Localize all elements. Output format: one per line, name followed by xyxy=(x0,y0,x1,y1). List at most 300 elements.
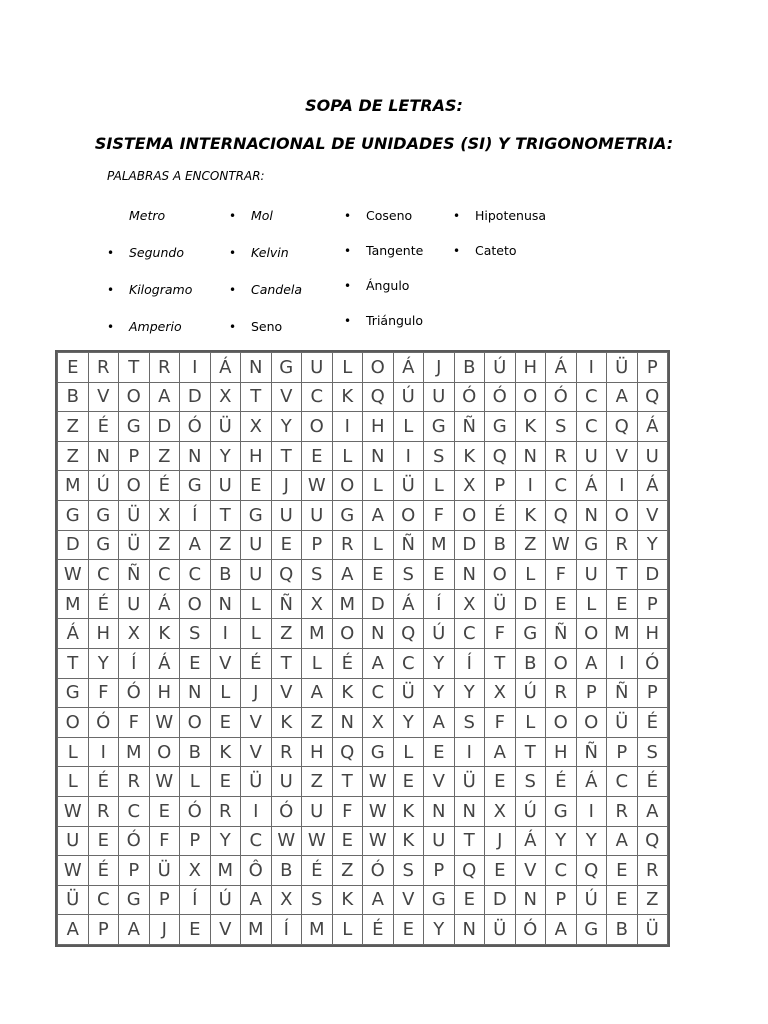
grid-cell[interactable]: Y xyxy=(210,826,241,856)
grid-cell[interactable]: D xyxy=(454,530,485,560)
grid-cell[interactable]: A xyxy=(302,678,333,708)
grid-cell[interactable]: U xyxy=(241,560,272,590)
grid-cell[interactable]: T xyxy=(271,648,302,678)
grid-cell[interactable]: Y xyxy=(271,412,302,442)
grid-cell[interactable]: J xyxy=(241,678,272,708)
grid-cell[interactable]: O xyxy=(576,708,607,738)
grid-cell[interactable]: Ó xyxy=(485,382,516,412)
grid-cell[interactable]: M xyxy=(332,589,363,619)
grid-cell[interactable]: Ü xyxy=(485,915,516,945)
grid-cell[interactable]: E xyxy=(546,589,577,619)
grid-cell[interactable]: P xyxy=(424,856,455,886)
grid-cell[interactable]: B xyxy=(210,560,241,590)
grid-cell[interactable]: Y xyxy=(210,441,241,471)
grid-cell[interactable]: G xyxy=(119,885,150,915)
grid-cell[interactable]: Q xyxy=(485,441,516,471)
grid-cell[interactable]: W xyxy=(149,767,180,797)
grid-cell[interactable]: X xyxy=(271,885,302,915)
grid-cell[interactable]: R xyxy=(332,530,363,560)
grid-cell[interactable]: B xyxy=(515,648,546,678)
grid-cell[interactable]: Ó xyxy=(637,648,668,678)
grid-cell[interactable]: O xyxy=(485,560,516,590)
grid-cell[interactable]: E xyxy=(454,885,485,915)
grid-cell[interactable]: P xyxy=(88,915,119,945)
grid-cell[interactable]: I xyxy=(241,796,272,826)
grid-cell[interactable]: Q xyxy=(607,412,638,442)
grid-cell[interactable]: Ñ xyxy=(576,737,607,767)
grid-cell[interactable]: G xyxy=(332,500,363,530)
grid-cell[interactable]: G xyxy=(576,530,607,560)
grid-cell[interactable]: V xyxy=(393,885,424,915)
grid-cell[interactable]: É xyxy=(88,412,119,442)
grid-cell[interactable]: Á xyxy=(515,826,546,856)
grid-cell[interactable]: N xyxy=(88,441,119,471)
grid-cell[interactable]: E xyxy=(180,915,211,945)
grid-cell[interactable]: O xyxy=(607,500,638,530)
grid-cell[interactable]: A xyxy=(576,648,607,678)
grid-cell[interactable]: R xyxy=(210,796,241,826)
grid-cell[interactable]: G xyxy=(424,885,455,915)
grid-cell[interactable]: R xyxy=(149,353,180,383)
grid-cell[interactable]: B xyxy=(485,530,516,560)
grid-cell[interactable]: E xyxy=(607,856,638,886)
grid-cell[interactable]: S xyxy=(454,708,485,738)
grid-cell[interactable]: P xyxy=(180,826,211,856)
grid-cell[interactable]: N xyxy=(424,796,455,826)
grid-cell[interactable]: K xyxy=(515,500,546,530)
grid-cell[interactable]: Á xyxy=(576,471,607,501)
grid-cell[interactable]: Q xyxy=(637,382,668,412)
grid-cell[interactable]: V xyxy=(241,708,272,738)
grid-cell[interactable]: Z xyxy=(302,767,333,797)
grid-cell[interactable]: O xyxy=(393,500,424,530)
grid-cell[interactable]: S xyxy=(424,441,455,471)
grid-cell[interactable]: I xyxy=(210,619,241,649)
grid-cell[interactable]: O xyxy=(119,382,150,412)
grid-cell[interactable]: Ú xyxy=(424,619,455,649)
grid-cell[interactable]: K xyxy=(210,737,241,767)
grid-cell[interactable]: Ú xyxy=(515,678,546,708)
grid-cell[interactable]: A xyxy=(363,648,394,678)
grid-cell[interactable]: O xyxy=(332,471,363,501)
grid-cell[interactable]: U xyxy=(210,471,241,501)
grid-cell[interactable]: G xyxy=(576,915,607,945)
grid-cell[interactable]: N xyxy=(576,500,607,530)
grid-cell[interactable]: Ü xyxy=(485,589,516,619)
grid-cell[interactable]: L xyxy=(180,767,211,797)
grid-cell[interactable]: H xyxy=(637,619,668,649)
grid-cell[interactable]: B xyxy=(271,856,302,886)
grid-cell[interactable]: O xyxy=(332,619,363,649)
grid-cell[interactable]: J xyxy=(271,471,302,501)
grid-cell[interactable]: A xyxy=(637,796,668,826)
grid-cell[interactable]: R xyxy=(637,856,668,886)
grid-cell[interactable]: E xyxy=(393,915,424,945)
grid-cell[interactable]: C xyxy=(119,796,150,826)
grid-cell[interactable]: X xyxy=(149,500,180,530)
grid-cell[interactable]: V xyxy=(424,767,455,797)
grid-cell[interactable]: B xyxy=(607,915,638,945)
grid-cell[interactable]: K xyxy=(393,826,424,856)
grid-cell[interactable]: Ú xyxy=(88,471,119,501)
grid-cell[interactable]: E xyxy=(485,767,516,797)
grid-cell[interactable]: Í xyxy=(119,648,150,678)
grid-cell[interactable]: R xyxy=(546,678,577,708)
grid-cell[interactable]: É xyxy=(485,500,516,530)
grid-cell[interactable]: S xyxy=(302,560,333,590)
grid-cell[interactable]: I xyxy=(607,648,638,678)
grid-cell[interactable]: B xyxy=(58,382,89,412)
grid-cell[interactable]: V xyxy=(515,856,546,886)
grid-cell[interactable]: Y xyxy=(454,678,485,708)
grid-cell[interactable]: Y xyxy=(546,826,577,856)
grid-cell[interactable]: T xyxy=(515,737,546,767)
grid-cell[interactable]: X xyxy=(180,856,211,886)
grid-cell[interactable]: P xyxy=(546,885,577,915)
grid-cell[interactable]: S xyxy=(637,737,668,767)
grid-cell[interactable]: Q xyxy=(637,826,668,856)
grid-cell[interactable]: N xyxy=(332,708,363,738)
grid-cell[interactable]: W xyxy=(58,796,89,826)
grid-cell[interactable]: C xyxy=(454,619,485,649)
grid-cell[interactable]: M xyxy=(119,737,150,767)
grid-cell[interactable]: C xyxy=(180,560,211,590)
grid-cell[interactable]: P xyxy=(119,856,150,886)
grid-cell[interactable]: R xyxy=(119,767,150,797)
grid-cell[interactable]: S xyxy=(515,767,546,797)
grid-cell[interactable]: M xyxy=(424,530,455,560)
grid-cell[interactable]: Ü xyxy=(607,353,638,383)
grid-cell[interactable]: U xyxy=(58,826,89,856)
grid-cell[interactable]: M xyxy=(58,589,89,619)
grid-cell[interactable]: A xyxy=(119,915,150,945)
grid-cell[interactable]: Ü xyxy=(149,856,180,886)
grid-cell[interactable]: P xyxy=(485,471,516,501)
grid-cell[interactable]: O xyxy=(180,589,211,619)
grid-cell[interactable]: K xyxy=(271,708,302,738)
grid-cell[interactable]: Y xyxy=(424,915,455,945)
grid-cell[interactable]: Í xyxy=(180,500,211,530)
grid-cell[interactable]: Q xyxy=(546,500,577,530)
grid-cell[interactable]: U xyxy=(119,589,150,619)
grid-cell[interactable]: N xyxy=(363,441,394,471)
grid-cell[interactable]: É xyxy=(302,856,333,886)
grid-cell[interactable]: U xyxy=(302,500,333,530)
grid-cell[interactable]: H xyxy=(241,441,272,471)
grid-cell[interactable]: Z xyxy=(210,530,241,560)
grid-cell[interactable]: Ó xyxy=(271,796,302,826)
grid-cell[interactable]: N xyxy=(515,441,546,471)
grid-cell[interactable]: H xyxy=(149,678,180,708)
grid-cell[interactable]: F xyxy=(149,826,180,856)
grid-cell[interactable]: K xyxy=(454,441,485,471)
grid-cell[interactable]: V xyxy=(271,382,302,412)
grid-cell[interactable]: É xyxy=(241,648,272,678)
grid-cell[interactable]: A xyxy=(149,382,180,412)
grid-cell[interactable]: Ó xyxy=(546,382,577,412)
grid-cell[interactable]: M xyxy=(302,915,333,945)
grid-cell[interactable]: V xyxy=(210,915,241,945)
grid-cell[interactable]: P xyxy=(607,737,638,767)
grid-cell[interactable]: É xyxy=(88,856,119,886)
grid-cell[interactable]: Á xyxy=(149,589,180,619)
grid-cell[interactable]: F xyxy=(546,560,577,590)
grid-cell[interactable]: K xyxy=(332,382,363,412)
grid-cell[interactable]: Á xyxy=(149,648,180,678)
grid-cell[interactable]: Ñ xyxy=(454,412,485,442)
grid-cell[interactable]: L xyxy=(332,441,363,471)
grid-cell[interactable]: P xyxy=(119,441,150,471)
grid-cell[interactable]: S xyxy=(546,412,577,442)
grid-cell[interactable]: C xyxy=(88,560,119,590)
grid-cell[interactable]: Ñ xyxy=(393,530,424,560)
grid-cell[interactable]: Q xyxy=(363,382,394,412)
grid-cell[interactable]: A xyxy=(424,708,455,738)
grid-cell[interactable]: G xyxy=(546,796,577,826)
grid-cell[interactable]: W xyxy=(363,826,394,856)
grid-cell[interactable]: Á xyxy=(210,353,241,383)
grid-cell[interactable]: O xyxy=(180,708,211,738)
grid-cell[interactable]: C xyxy=(546,471,577,501)
grid-cell[interactable]: Ú xyxy=(515,796,546,826)
grid-cell[interactable]: E xyxy=(210,767,241,797)
grid-cell[interactable]: L xyxy=(393,737,424,767)
grid-cell[interactable]: G xyxy=(271,353,302,383)
grid-cell[interactable]: Ó xyxy=(180,796,211,826)
grid-cell[interactable]: Ñ xyxy=(271,589,302,619)
grid-cell[interactable]: Ú xyxy=(576,885,607,915)
grid-cell[interactable]: G xyxy=(363,737,394,767)
grid-cell[interactable]: C xyxy=(241,826,272,856)
grid-cell[interactable]: Y xyxy=(424,648,455,678)
grid-cell[interactable]: N xyxy=(515,885,546,915)
grid-cell[interactable]: Ü xyxy=(393,678,424,708)
grid-cell[interactable]: E xyxy=(210,708,241,738)
grid-cell[interactable]: W xyxy=(58,856,89,886)
grid-cell[interactable]: J xyxy=(485,826,516,856)
grid-cell[interactable]: R xyxy=(271,737,302,767)
grid-cell[interactable]: D xyxy=(149,412,180,442)
grid-cell[interactable]: L xyxy=(241,589,272,619)
grid-cell[interactable]: C xyxy=(88,885,119,915)
grid-cell[interactable]: F xyxy=(485,619,516,649)
grid-cell[interactable]: C xyxy=(576,382,607,412)
grid-cell[interactable]: T xyxy=(119,353,150,383)
grid-cell[interactable]: L xyxy=(393,412,424,442)
grid-cell[interactable]: L xyxy=(58,737,89,767)
grid-cell[interactable]: D xyxy=(515,589,546,619)
grid-cell[interactable]: Z xyxy=(302,708,333,738)
grid-cell[interactable]: Y xyxy=(88,648,119,678)
grid-cell[interactable]: I xyxy=(576,796,607,826)
grid-cell[interactable]: L xyxy=(241,619,272,649)
grid-cell[interactable]: D xyxy=(485,885,516,915)
grid-cell[interactable]: C xyxy=(149,560,180,590)
grid-cell[interactable]: X xyxy=(454,589,485,619)
grid-cell[interactable]: Z xyxy=(58,441,89,471)
grid-cell[interactable]: G xyxy=(485,412,516,442)
grid-cell[interactable]: U xyxy=(302,353,333,383)
grid-cell[interactable]: H xyxy=(515,353,546,383)
grid-cell[interactable]: M xyxy=(302,619,333,649)
grid-cell[interactable]: Ó xyxy=(119,826,150,856)
grid-cell[interactable]: Z xyxy=(149,530,180,560)
grid-cell[interactable]: G xyxy=(515,619,546,649)
grid-cell[interactable]: N xyxy=(454,796,485,826)
grid-cell[interactable]: K xyxy=(515,412,546,442)
grid-cell[interactable]: Y xyxy=(576,826,607,856)
grid-cell[interactable]: Y xyxy=(393,708,424,738)
grid-cell[interactable]: D xyxy=(637,560,668,590)
grid-cell[interactable]: É xyxy=(363,915,394,945)
grid-cell[interactable]: L xyxy=(424,471,455,501)
grid-cell[interactable]: É xyxy=(88,589,119,619)
grid-cell[interactable]: S xyxy=(393,856,424,886)
grid-cell[interactable]: I xyxy=(88,737,119,767)
grid-cell[interactable]: U xyxy=(424,826,455,856)
grid-cell[interactable]: E xyxy=(302,441,333,471)
grid-cell[interactable]: W xyxy=(363,796,394,826)
grid-cell[interactable]: O xyxy=(454,500,485,530)
grid-cell[interactable]: K xyxy=(393,796,424,826)
grid-cell[interactable]: H xyxy=(363,412,394,442)
grid-cell[interactable]: A xyxy=(58,915,89,945)
grid-cell[interactable]: V xyxy=(637,500,668,530)
grid-cell[interactable]: N xyxy=(180,678,211,708)
grid-cell[interactable]: E xyxy=(58,353,89,383)
grid-cell[interactable]: A xyxy=(485,737,516,767)
grid-cell[interactable]: Ü xyxy=(119,500,150,530)
grid-cell[interactable]: N xyxy=(241,353,272,383)
grid-cell[interactable]: M xyxy=(607,619,638,649)
grid-cell[interactable]: Í xyxy=(180,885,211,915)
grid-cell[interactable]: Ó xyxy=(363,856,394,886)
grid-cell[interactable]: T xyxy=(607,560,638,590)
grid-cell[interactable]: Ó xyxy=(515,915,546,945)
grid-cell[interactable]: L xyxy=(302,648,333,678)
grid-cell[interactable]: E xyxy=(241,471,272,501)
grid-cell[interactable]: Ñ xyxy=(607,678,638,708)
grid-cell[interactable]: C xyxy=(363,678,394,708)
grid-cell[interactable]: E xyxy=(88,826,119,856)
grid-cell[interactable]: E xyxy=(332,826,363,856)
grid-cell[interactable]: E xyxy=(607,885,638,915)
grid-cell[interactable]: W xyxy=(546,530,577,560)
grid-cell[interactable]: Ü xyxy=(637,915,668,945)
grid-cell[interactable]: U xyxy=(271,500,302,530)
grid-cell[interactable]: Z xyxy=(58,412,89,442)
grid-cell[interactable]: Ó xyxy=(180,412,211,442)
grid-cell[interactable]: M xyxy=(210,856,241,886)
grid-cell[interactable]: S xyxy=(302,885,333,915)
grid-cell[interactable]: H xyxy=(88,619,119,649)
grid-cell[interactable]: A xyxy=(363,885,394,915)
grid-cell[interactable]: Ú xyxy=(393,382,424,412)
grid-cell[interactable]: Ú xyxy=(485,353,516,383)
grid-cell[interactable]: L xyxy=(363,471,394,501)
grid-cell[interactable]: L xyxy=(515,708,546,738)
grid-cell[interactable]: M xyxy=(58,471,89,501)
grid-cell[interactable]: V xyxy=(88,382,119,412)
grid-cell[interactable]: K xyxy=(332,885,363,915)
grid-cell[interactable]: U xyxy=(576,560,607,590)
grid-cell[interactable]: É xyxy=(637,767,668,797)
grid-cell[interactable]: A xyxy=(607,826,638,856)
grid-cell[interactable]: T xyxy=(485,648,516,678)
grid-cell[interactable]: Y xyxy=(424,678,455,708)
grid-cell[interactable]: Q xyxy=(271,560,302,590)
grid-cell[interactable]: Á xyxy=(576,767,607,797)
grid-cell[interactable]: L xyxy=(210,678,241,708)
grid-cell[interactable]: X xyxy=(119,619,150,649)
grid-cell[interactable]: T xyxy=(271,441,302,471)
grid-cell[interactable]: G xyxy=(88,500,119,530)
grid-cell[interactable]: P xyxy=(302,530,333,560)
grid-cell[interactable]: Z xyxy=(637,885,668,915)
grid-cell[interactable]: S xyxy=(180,619,211,649)
grid-cell[interactable]: Ñ xyxy=(119,560,150,590)
grid-cell[interactable]: E xyxy=(363,560,394,590)
grid-cell[interactable]: P xyxy=(576,678,607,708)
grid-cell[interactable]: R xyxy=(88,796,119,826)
grid-cell[interactable]: T xyxy=(241,382,272,412)
grid-cell[interactable]: A xyxy=(607,382,638,412)
grid-cell[interactable]: Í xyxy=(454,648,485,678)
grid-cell[interactable]: C xyxy=(546,856,577,886)
grid-cell[interactable]: Ü xyxy=(241,767,272,797)
grid-cell[interactable]: O xyxy=(119,471,150,501)
grid-cell[interactable]: L xyxy=(515,560,546,590)
grid-cell[interactable]: A xyxy=(546,915,577,945)
grid-cell[interactable]: W xyxy=(58,560,89,590)
grid-cell[interactable]: Á xyxy=(637,471,668,501)
grid-cell[interactable]: V xyxy=(241,737,272,767)
grid-cell[interactable]: N xyxy=(210,589,241,619)
grid-cell[interactable]: U xyxy=(576,441,607,471)
grid-cell[interactable]: X xyxy=(302,589,333,619)
grid-cell[interactable]: T xyxy=(58,648,89,678)
grid-cell[interactable]: L xyxy=(58,767,89,797)
grid-cell[interactable]: D xyxy=(363,589,394,619)
grid-cell[interactable]: Z xyxy=(332,856,363,886)
grid-cell[interactable]: R xyxy=(88,353,119,383)
grid-cell[interactable]: J xyxy=(424,353,455,383)
grid-cell[interactable]: Ü xyxy=(58,885,89,915)
grid-cell[interactable]: L xyxy=(332,353,363,383)
grid-cell[interactable]: T xyxy=(210,500,241,530)
grid-cell[interactable]: F xyxy=(119,708,150,738)
grid-cell[interactable]: V xyxy=(607,441,638,471)
grid-cell[interactable]: I xyxy=(607,471,638,501)
grid-cell[interactable]: Ñ xyxy=(546,619,577,649)
grid-cell[interactable]: O xyxy=(149,737,180,767)
grid-cell[interactable]: C xyxy=(393,648,424,678)
grid-cell[interactable]: Ó xyxy=(88,708,119,738)
grid-cell[interactable]: J xyxy=(149,915,180,945)
grid-cell[interactable]: H xyxy=(546,737,577,767)
grid-cell[interactable]: O xyxy=(58,708,89,738)
grid-cell[interactable]: Q xyxy=(393,619,424,649)
grid-cell[interactable]: N xyxy=(180,441,211,471)
grid-cell[interactable]: I xyxy=(180,353,211,383)
grid-cell[interactable]: E xyxy=(271,530,302,560)
grid-cell[interactable]: Á xyxy=(393,589,424,619)
grid-cell[interactable]: H xyxy=(302,737,333,767)
grid-cell[interactable]: I xyxy=(393,441,424,471)
grid-cell[interactable]: C xyxy=(576,412,607,442)
grid-cell[interactable]: D xyxy=(180,382,211,412)
grid-cell[interactable]: Í xyxy=(271,915,302,945)
